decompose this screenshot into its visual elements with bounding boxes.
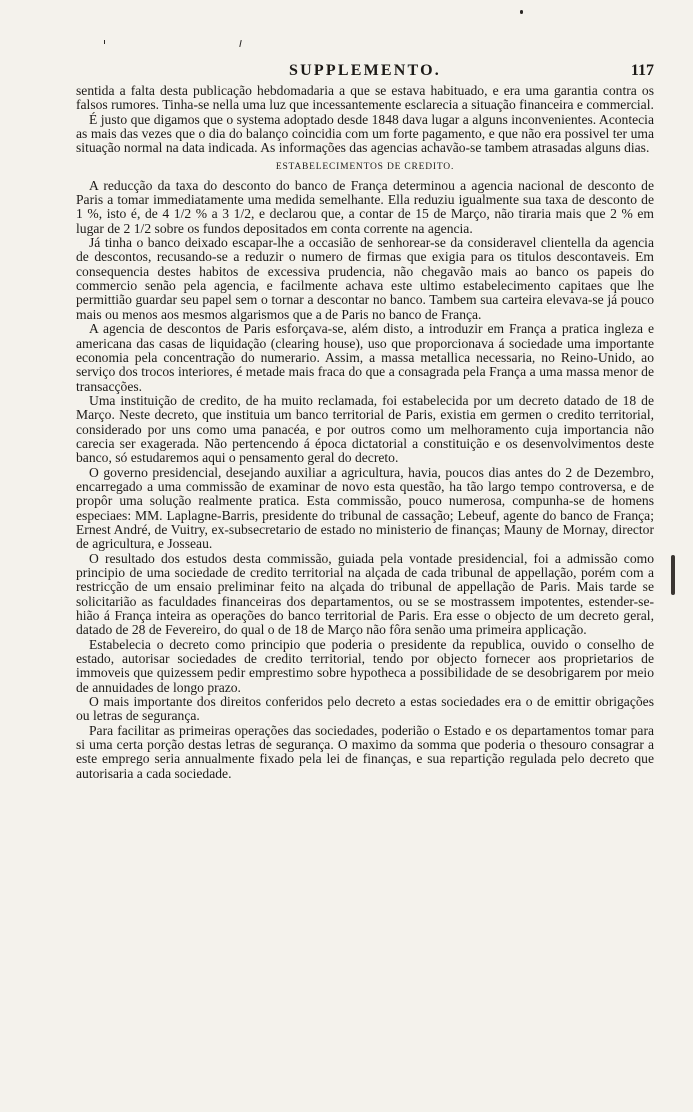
running-title: SUPPLEMENTO. <box>289 62 441 79</box>
paragraph: É justo que digamos que o systema adoptado desde 1848 dava lugar a alguns inconvenientes. Acontecia as mais das vezes que o dia do balanço coincidia com um forte pagamento, e que não era possivel ter uma situação normal na data indicada. As informações das agencias achavão-se tambem atrasadas alguns dias. <box>76 111 654 156</box>
section-heading: ESTABELECIMENTOS DE CREDITO. <box>275 161 455 172</box>
scan-speck <box>239 40 241 47</box>
paragraph: A reducção da taxa do desconto do banco de França determinou a agencia nacional de desconto de Paris a tomar immediatamente uma medida semelhante. Ella reduziu igualmente sua taxa de desconto de 1 %, isto é, de 4 1/2 % a 3 1/2, e declarou que, a contar de 15 de Março, não tiraria mais que 2 % em lugar de 2 1/2 sobre os fundos depositados em conta corrente na agencia. <box>76 177 654 236</box>
paragraph: Uma instituição de credito, de ha muito reclamada, foi estabelecida por um decreto datado de 18 de Março. Neste decreto, que instituia um banco territorial de Paris, existia em germen o credito territorial, considerado por uns como uma panacéa, e por outros como um melhoramento cuja importancia não carecia ser exagerada. Não pertencendo á época dictatorial a constituição e os desenvolvimentos deste banco, só estudaremos aqui o pensamento geral do decreto. <box>76 392 654 466</box>
page-number: 117 <box>630 62 654 79</box>
page-header <box>76 62 654 82</box>
scan-speck <box>104 40 105 44</box>
paragraph: O resultado dos estudos desta commissão, guiada pela vontade presidencial, foi a admissão como principio de uma sociedade de credito territorial na alçada de cada tribunal de appellação, porém com a restricção de um ensaio preliminar feito na alçada do tribunal de appellação de Paris. Mais tarde se solicitarião as faculdades financeiras dos departamentos, ou se se mostrassem impotentes, estender-se-hião á França inteira as operações do banco territorial de Paris. Era esse o objecto de um decreto geral, datado de 28 de Fevereiro, do qual o de 18 de Março não fôra senão uma primeira applicação. <box>76 550 654 638</box>
paragraph: O mais importante dos direitos conferidos pelo decreto a estas sociedades era o de emittir obrigações ou letras de segurança. <box>76 694 654 724</box>
paragraph: O governo presidencial, desejando auxiliar a agricultura, havia, poucos dias antes do 2 de Dezembro, encarregado a uma commissão de examinar de novo esta questão, ha tão largo tempo controversa, e de propôr uma solução realmente pratica. Esta commissão, pouco numerosa, compunha-se de homens especiaes: MM. Laplagne-Barris, presidente do tribunal de cassação; Lebeuf, agente do banco de França; Ernest André, de Vuitry, ex-subsecretario de estado no ministerio de finanças; Mauny de Mornay, director de agricultura, e Josseau. <box>76 464 654 552</box>
scan-speck <box>520 10 523 14</box>
paragraph: Já tinha o banco deixado escapar-lhe a occasião de senhorear-se da consideravel clientella da agencia de descontos, recusando-se a reduzir o numero de firmas que exigia para os titulos descontaveis. Em consequencia destes habitos de excessiva prudencia, não chegavão mais ao banco os papeis do commercio senão pela agencia, e facilmente achava este ultimo estabelecimento capitaes que lhe permittião guardar seu papel sem o tornar a descontar no banco. Tambem sua carteira elevava-se já pouco mais ou menos aos mesmos algarismos que a de Paris no banco de França. <box>76 235 654 322</box>
paragraph: Para facilitar as primeiras operações das sociedades, poderião o Estado e os departamentos tomar para si uma certa porção destas letras de segurança. O maximo da somma que poderia o thesouro consagrar a este emprego seria annualmente fixado pela lei de finanças, e sua repartição regulada pelo decreto que autorisaria a cada sociedade. <box>76 722 654 781</box>
article-body <box>76 84 654 781</box>
paragraph: A agencia de descontos de Paris esforçava-se, além disto, a introduzir em França a pratica ingleza e americana das casas de liquidação (clearing house), uso que proporcionava á sociedade uma importante economia pela concentração do numerario. Assim, a massa metallica necessaria, no Reino-Unido, ao serviço dos trocos interiores, é metade mais fraca do que a consagrada pela França a uma massa menor de transacções. <box>76 321 654 394</box>
paragraph: sentida a falta desta publicação hebdomadaria a que se estava habituado, e era uma garantia contra os falsos rumores. Tinha-se nella uma luz que incessantemente esclarecia a situação financeira e commercial. <box>76 83 654 113</box>
scan-speck <box>671 555 675 595</box>
paragraph: Estabelecia o decreto como principio que poderia o presidente da republica, ouvido o conselho de estado, autorisar sociedades de credito territorial, tendo por objecto fornecer aos proprietarios de immoveis que quizessem pedir emprestimo sobre hypotheca a possibilidade de se desobrigarem por meio de annuidades de longo prazo. <box>76 636 654 695</box>
